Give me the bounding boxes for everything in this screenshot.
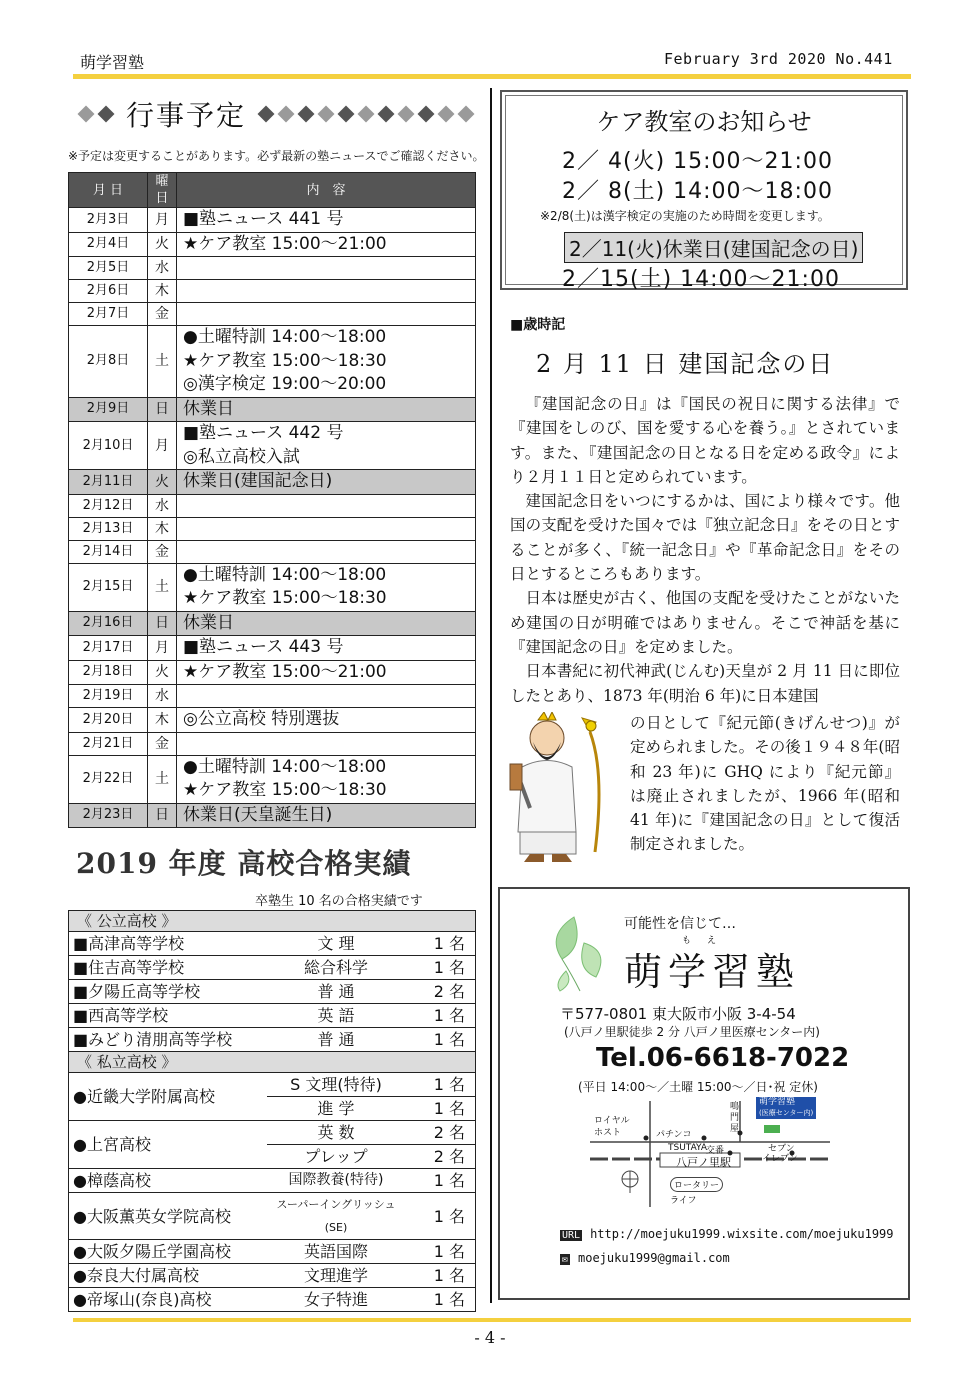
table-row (69, 980, 476, 1004)
contact-box (498, 887, 910, 1300)
map-school-note: (医療センター内) (759, 1109, 814, 1117)
count-cell: 1 名 (405, 1073, 476, 1097)
event-text: ★ケア教室 15:00～21:00 (183, 233, 387, 254)
count-cell: 1 名 (405, 1028, 476, 1052)
count-cell: 1 名 (405, 1004, 476, 1028)
event-text: ★ケア教室 15:00～18:30 (183, 588, 387, 608)
content-cell (177, 494, 476, 517)
date-cell: 2月8日 (69, 326, 148, 398)
diamond-icon (358, 106, 375, 123)
content-cell (177, 540, 476, 563)
count-cell: 2 名 (405, 1145, 476, 1169)
table-row (69, 1073, 476, 1097)
count-cell: 1 名 (405, 1264, 476, 1288)
col-day: 曜日 (148, 173, 177, 208)
schedule-table (68, 172, 476, 828)
day-cell: 水 (148, 257, 177, 280)
table-row (69, 540, 476, 563)
website (560, 1227, 894, 1241)
content-cell (177, 563, 476, 611)
event-text: ■塾ニュース 441 号 (183, 209, 344, 229)
map-label: ホスト (594, 1128, 622, 1138)
care-line: 2／15(土) 14:00～21:00 (562, 267, 840, 292)
table-row (69, 1169, 476, 1193)
course-cell: 進 学 (267, 1097, 405, 1121)
essay-paragraph: の日として『紀元節(きげんせつ)』が定められました。その後１９４８年(昭和 23 年)に GHQ により『紀元節』は廃止されましたが、1966 年(昭和 41 年)に『建国記念の日』として復活制定されました。 (630, 714, 900, 854)
diamond-icon (258, 106, 275, 123)
school-cell: ●大阪薫英女学院高校 (69, 1193, 268, 1240)
school-logo-text: 萌学習塾 (624, 950, 801, 994)
count-cell: 1 名 (405, 1097, 476, 1121)
content-cell (177, 280, 476, 303)
day-cell: 日 (148, 611, 177, 636)
date-cell: 2月18日 (69, 660, 148, 685)
phone-number: Tel.06-6618-7022 (596, 1043, 850, 1073)
diamond-icon (338, 106, 355, 123)
school-cell: ●帝塚山(奈良)高校 (69, 1288, 268, 1312)
content-cell (177, 470, 476, 495)
col-content: 内 容 (177, 173, 476, 208)
table-row (69, 956, 476, 980)
table-row (69, 208, 476, 233)
date-cell: 2月5日 (69, 257, 148, 280)
content-cell (177, 755, 476, 803)
table-row (69, 685, 476, 708)
website-url: http://moejuku1999.wixsite.com/moejuku1999 (590, 1227, 894, 1241)
table-row (69, 611, 476, 636)
content-cell (177, 208, 476, 233)
diamond-icon (458, 106, 475, 123)
table-row (69, 636, 476, 661)
date-cell: 2月15日 (69, 563, 148, 611)
date-cell: 2月16日 (69, 611, 148, 636)
map-label: 門 (730, 1113, 740, 1123)
count-cell: 1 名 (405, 1288, 476, 1312)
table-row (69, 326, 476, 398)
day-cell: 土 (148, 326, 177, 398)
content-cell (177, 611, 476, 636)
map-label: パチンコ (656, 1130, 692, 1140)
col-date: 月 日 (69, 173, 148, 208)
day-cell: 日 (148, 803, 177, 828)
day-cell: 火 (148, 660, 177, 685)
diamond-icon (98, 106, 115, 123)
header-issue: February 3rd 2020 No.441 (664, 50, 893, 68)
count-cell: 1 名 (405, 956, 476, 980)
diamond-icon (78, 106, 95, 123)
event-text: ●土曜特訓 14:00～18:00 (183, 756, 387, 777)
event-text: ●土曜特訓 14:00～18:00 (183, 564, 387, 585)
day-cell: 月 (148, 636, 177, 661)
email (560, 1251, 730, 1265)
diamond-icon (378, 106, 395, 123)
date-cell: 2月17日 (69, 636, 148, 661)
essay-body (510, 392, 900, 708)
care-line: 2／ 8(土) 14:00～18:00 (562, 179, 833, 204)
diamond-icon (438, 106, 455, 123)
content-cell (177, 422, 476, 470)
course-cell: 総合科学 (267, 956, 405, 980)
table-row (69, 517, 476, 540)
event-text: ■塾ニュース 442 号 (183, 423, 344, 443)
content-cell (177, 517, 476, 540)
table-row (69, 1193, 476, 1240)
school-cell: ●奈良大付属高校 (69, 1264, 268, 1288)
event-text: ■塾ニュース 443 号 (183, 637, 344, 657)
bottom-rule (73, 1318, 911, 1322)
course-cell: S 文理(特待) (267, 1073, 405, 1097)
day-cell: 土 (148, 563, 177, 611)
essay-paragraph: 建国記念日をいつにするかは、国により様々です。他国の支配を受けた国々では『独立記念日』をその日とすることが多く、『統一記念日』や『革命記念日』をその日とするところもあります。 (510, 492, 900, 584)
content-cell (177, 803, 476, 828)
diamond-icon (398, 106, 415, 123)
date-cell: 2月20日 (69, 708, 148, 733)
table-row (69, 1004, 476, 1028)
date-cell: 2月3日 (69, 208, 148, 233)
table-row (69, 280, 476, 303)
school-cell: ●上宮高校 (69, 1121, 268, 1169)
day-cell: 火 (148, 232, 177, 257)
event-text: ◎私立高校入試 (183, 446, 300, 467)
content-cell (177, 303, 476, 326)
diamond-icon (298, 106, 315, 123)
count-cell: 2 名 (405, 1121, 476, 1145)
event-text: ★ケア教室 15:00～21:00 (183, 661, 387, 682)
table-row (69, 303, 476, 326)
table-row (69, 563, 476, 611)
header-school-name: 萌学習塾 (80, 53, 145, 72)
course-cell: スーパーイングリッシュ(SE) (267, 1193, 405, 1240)
course-cell: 普 通 (267, 1028, 405, 1052)
care-line: 2／ 4(火) 15:00～21:00 (562, 149, 833, 174)
essay-body-wrap (630, 711, 900, 857)
business-hours: (平日 14:00～／土曜 15:00～／日･祝 定休) (578, 1080, 818, 1094)
course-cell: 英 語 (267, 1004, 405, 1028)
event-text: 休業日(建国記念日) (183, 471, 333, 491)
url-tag-icon: URL (562, 1230, 581, 1241)
content-cell (177, 660, 476, 685)
email-address: moejuku1999@gmail.com (578, 1251, 730, 1265)
column-divider (490, 88, 492, 1303)
date-cell: 2月9日 (69, 397, 148, 422)
day-cell: 日 (148, 397, 177, 422)
date-cell: 2月21日 (69, 732, 148, 755)
group-label: 《 公立高校 》 (69, 911, 476, 932)
schedule-note: ※予定は変更することがあります。必ず最新の塾ニュースでご確認ください。 (68, 149, 485, 163)
event-text: ◎漢字検定 19:00～20:00 (183, 374, 387, 394)
table-row (69, 1121, 476, 1145)
diamond-icon (278, 106, 295, 123)
course-cell: 普 通 (267, 980, 405, 1004)
day-cell: 金 (148, 540, 177, 563)
address: 〒577-0801 東大阪市小阪 3-4-54 (560, 1005, 796, 1023)
day-cell: 水 (148, 494, 177, 517)
table-row (69, 1264, 476, 1288)
map-label: 交番 (706, 1146, 725, 1156)
count-cell: 1 名 (405, 1193, 476, 1240)
school-cell: ●樟蔭高校 (69, 1169, 268, 1193)
table-row (69, 470, 476, 495)
day-cell: 木 (148, 280, 177, 303)
content-cell (177, 708, 476, 733)
group-row (69, 1052, 476, 1073)
page-number: - 4 - (474, 1328, 506, 1347)
school-cell: ●大阪夕陽丘学園高校 (69, 1240, 268, 1264)
event-text: 休業日 (183, 612, 234, 633)
slogan: 可能性を信じて… (624, 916, 736, 932)
date-cell: 2月11日 (69, 470, 148, 495)
event-text: ●土曜特訓 14:00～18:00 (183, 327, 387, 347)
day-cell: 月 (148, 422, 177, 470)
count-cell: 1 名 (405, 1169, 476, 1193)
group-label: 《 私立高校 》 (69, 1052, 476, 1073)
day-cell: 木 (148, 517, 177, 540)
essay-label: ■歳時記 (510, 317, 566, 333)
schedule-title-bar (76, 92, 476, 136)
date-cell: 2月23日 (69, 803, 148, 828)
map-label: TSUTAYA (668, 1143, 708, 1153)
day-cell: 水 (148, 685, 177, 708)
course-cell: 英語国際 (267, 1240, 405, 1264)
event-text: ★ケア教室 15:00～18:30 (183, 780, 387, 800)
content-cell (177, 257, 476, 280)
map-label: ロイヤル (594, 1116, 630, 1126)
table-row (69, 422, 476, 470)
essay-paragraph: 日本は歴史が古く、他国の支配を受けたことがないため建国の日が明確ではありません。そこで神話を基に『建国記念の日』を定めました。 (510, 589, 900, 656)
nearby-info: (八戸ノ里駅徒歩 2 分 八戸ノ里医療センター内) (564, 1025, 820, 1039)
table-row (69, 1288, 476, 1312)
care-title: ケア教室のお知らせ (596, 108, 812, 136)
ruby-mo: も (682, 936, 692, 946)
content-cell (177, 732, 476, 755)
table-row (69, 257, 476, 280)
day-cell: 木 (148, 708, 177, 733)
map-label: ライフ (670, 1196, 697, 1206)
results-title: 2019 年度 高校合格実績 (76, 847, 412, 880)
course-cell: 英 数 (267, 1121, 405, 1145)
content-cell (177, 397, 476, 422)
content-cell (177, 232, 476, 257)
table-row (69, 494, 476, 517)
content-cell (177, 326, 476, 398)
diamond-icon (318, 106, 335, 123)
event-text: ★ケア教室 15:00～18:30 (183, 350, 387, 371)
course-cell: 文 理 (267, 932, 405, 956)
map-label: ロータリー (670, 1177, 723, 1192)
map-label: イレブン (762, 1154, 798, 1164)
count-cell: 1 名 (405, 1240, 476, 1264)
date-cell: 2月12日 (69, 494, 148, 517)
day-cell: 金 (148, 303, 177, 326)
table-row (69, 1240, 476, 1264)
group-row (69, 911, 476, 932)
event-text: ◎公立高校 特別選抜 (183, 709, 340, 729)
date-cell: 2月13日 (69, 517, 148, 540)
map-school-name: 萌学習塾 (759, 1097, 796, 1107)
content-cell (177, 685, 476, 708)
school-cell: ●近畿大学附属高校 (69, 1073, 268, 1121)
table-row (69, 397, 476, 422)
date-cell: 2月6日 (69, 280, 148, 303)
map-label: 屋 (730, 1124, 740, 1134)
count-cell: 2 名 (405, 980, 476, 1004)
content-cell (177, 636, 476, 661)
school-cell: ■夕陽丘高等学校 (69, 980, 268, 1004)
top-rule (73, 74, 911, 79)
essay-title: 2 月 11 日 建国記念の日 (536, 350, 835, 378)
results-table (68, 910, 476, 1312)
map-label: 鳴 (730, 1102, 740, 1112)
date-cell: 2月19日 (69, 685, 148, 708)
map-station: 八戸ノ里駅 (676, 1156, 731, 1169)
ruby-e: え (707, 936, 717, 946)
table-row (69, 932, 476, 956)
school-cell: ■住吉高等学校 (69, 956, 268, 980)
care-note: ※2/8(土)は漢字検定の実施のため時間を変更します。 (540, 209, 830, 223)
day-cell: 月 (148, 208, 177, 233)
table-row (69, 708, 476, 733)
table-row (69, 755, 476, 803)
day-cell: 土 (148, 755, 177, 803)
day-cell: 火 (148, 470, 177, 495)
map-label: セブン (768, 1144, 795, 1154)
table-row (69, 803, 476, 828)
map-school-marker (756, 1097, 816, 1119)
leaf-logo-icon (540, 913, 610, 993)
date-cell: 2月4日 (69, 232, 148, 257)
event-text: 休業日(天皇誕生日) (183, 804, 333, 825)
event-text: 休業日 (183, 398, 234, 419)
table-row (69, 1028, 476, 1052)
results-subtitle: 卒塾生 10 名の合格実績です (255, 894, 423, 909)
schedule-title: 行事予定 (126, 99, 247, 132)
mail-icon: ✉ (562, 1254, 569, 1265)
course-cell: 国際教養(特待) (267, 1169, 405, 1193)
date-cell: 2月14日 (69, 540, 148, 563)
table-row (69, 232, 476, 257)
care-notice-box (500, 90, 908, 290)
day-cell: 金 (148, 732, 177, 755)
emperor-jimmu-illustration (500, 712, 620, 862)
date-cell: 2月22日 (69, 755, 148, 803)
school-cell: ■高津高等学校 (69, 932, 268, 956)
care-holiday: 2／11(火)休業日(建国記念の日) (564, 232, 863, 263)
school-cell: ■みどり清朋高等学校 (69, 1028, 268, 1052)
course-cell: 女子特進 (267, 1288, 405, 1312)
course-cell: 文理進学 (267, 1264, 405, 1288)
essay-paragraph: 日本書紀に初代神武(じんむ)天皇が 2 月 11 日に即位したとあり、1873 年(明治 6 年)に日本建国 (510, 662, 900, 705)
access-map (590, 1097, 830, 1209)
essay-paragraph: 『建国記念の日』は『国民の祝日に関する法律』で『建国をしのび、国を愛する心を養う。』とされています。また、『建国記念の日となる日を定める政令』により２月１１日と定められています。 (510, 395, 900, 486)
course-cell: プレップ (267, 1145, 405, 1169)
table-row (69, 660, 476, 685)
table-row (69, 732, 476, 755)
school-cell: ■西高等学校 (69, 1004, 268, 1028)
diamond-icon (418, 106, 435, 123)
date-cell: 2月10日 (69, 422, 148, 470)
count-cell: 1 名 (405, 932, 476, 956)
date-cell: 2月7日 (69, 303, 148, 326)
